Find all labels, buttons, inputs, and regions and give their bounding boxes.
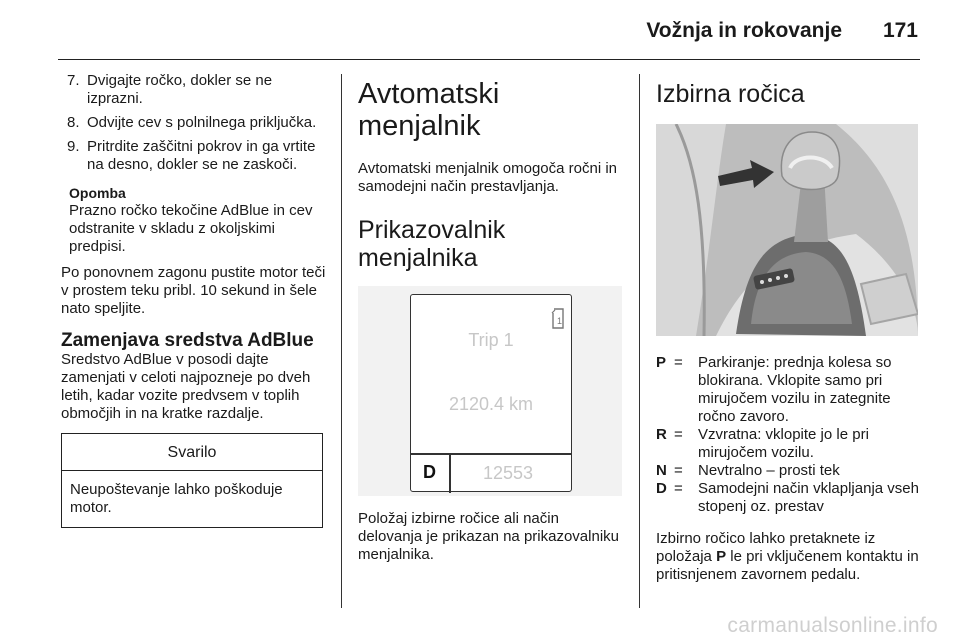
definition-key: N (656, 462, 667, 479)
step-number: 8. (67, 114, 80, 131)
definition-equals: = (674, 480, 683, 497)
gear-definition-list (656, 354, 926, 516)
column-3 (656, 72, 926, 592)
note-body: Prazno ročko tekočine AdBlue in cev odstranite v skladu z okoljskimi predpisi. (69, 202, 313, 255)
definition-equals: = (674, 462, 683, 479)
display-divider (411, 453, 571, 455)
definition-key: P (656, 354, 667, 371)
display-divider-vertical (449, 453, 451, 493)
definition-text: Samodejni način vklapljanja vseh stopenj oz. prestav (698, 480, 919, 515)
step-item (61, 114, 329, 132)
definition-equals: = (674, 354, 683, 371)
step-text: Dvigajte ročko, dokler se ne izprazni. (87, 72, 273, 107)
definition-key: R (656, 426, 667, 443)
step-item (61, 72, 329, 108)
gear-indicator: D (423, 462, 436, 482)
step-item (61, 138, 329, 174)
paragraph-text: Izbirno ročico lahko pretaknete iz položaja (656, 530, 876, 565)
definition-text: Nevtralno – prosti tek (698, 462, 840, 479)
fuel-pump-icon (551, 307, 565, 329)
section-heading: Prikazovalnik menjalnika (358, 216, 506, 272)
fuel-marker: 1 (557, 316, 563, 326)
page-header (0, 0, 960, 60)
odometer-value: 12553 (483, 463, 534, 483)
step-number: 7. (67, 72, 80, 89)
definition-text: Vzvratna: vklopite jo le pri mirujočem vozilu. (698, 426, 869, 461)
paragraph-key: P (716, 548, 727, 565)
column-divider-2 (639, 74, 640, 608)
definition-text: Parkiranje: prednja kolesa so blokirana. Vklopite samo pri mirujočem vozilu in zategnite ročno zavoro. (698, 354, 892, 425)
chapter-title: Avtomatski menjalnik (358, 78, 500, 142)
header-rule (58, 59, 920, 60)
warning-body: Neupoštevanje lahko poškoduje motor. (70, 481, 283, 516)
definition-row (656, 462, 926, 480)
step-text: Pritrdite zaščitni pokrov in ga vrtite na desno, dokler se ne zaskoči. (87, 138, 316, 173)
display-screen (410, 294, 572, 492)
step-number: 9. (67, 138, 80, 155)
definition-row (656, 426, 926, 462)
section-title: Vožnja in rokovanje (646, 19, 842, 42)
paragraph (656, 530, 926, 584)
paragraph: Po ponovnem zagonu pustite motor teči v prostem teku pribl. 10 sekund in šele nato speljite. (61, 264, 326, 317)
page-number: 171 (882, 19, 918, 42)
subheading: Zamenjava sredstva AdBlue (61, 330, 314, 351)
note-title: Opomba (69, 185, 126, 201)
paragraph: Avtomatski menjalnik omogoča ročni in samodejni način prestavljanja. (358, 160, 618, 195)
gear-selector-photo-graphic (656, 124, 918, 336)
section-heading: Izbirna ročica (656, 80, 805, 108)
gear-selector-photo (656, 124, 918, 336)
trip-value: 2120.4 km (448, 394, 534, 414)
display-caption: Položaj izbirne ročice ali način delovanja je prikazan na prikazovalniku menjalnika. (358, 510, 619, 563)
column-1 (61, 72, 329, 528)
definition-row (656, 354, 926, 426)
warning-box (61, 433, 323, 528)
paragraph-text: le pri vključenem kontaktu in pritisnjenem zavornem pedalu. (656, 548, 919, 583)
warning-title: Svarilo (62, 434, 322, 471)
transmission-display-illustration (358, 286, 622, 496)
definition-key: D (656, 480, 667, 497)
column-divider-1 (341, 74, 342, 608)
definition-row (656, 480, 926, 516)
paragraph: Sredstvo AdBlue v posodi dajte zamenjati v celoti najpozneje po dveh letih, kadar vozite predvsem v toplih območjih in na kratke razdalje. (61, 351, 311, 422)
column-2 (358, 72, 626, 572)
step-text: Odvijte cev s polnilnega priključka. (87, 114, 317, 131)
watermark: carmanualsonline.info (727, 614, 938, 637)
trip-label: Trip 1 (468, 330, 514, 350)
definition-equals: = (674, 426, 683, 443)
